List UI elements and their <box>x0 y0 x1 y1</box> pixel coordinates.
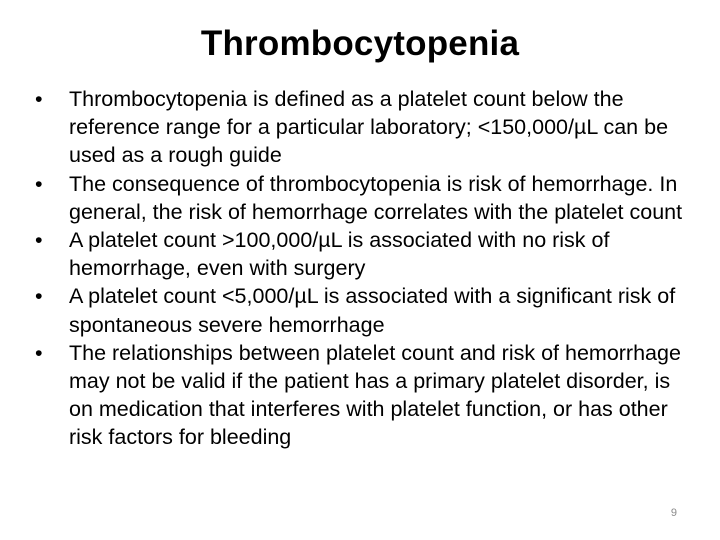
bullet-text: Thrombocytopenia is defined as a platelet count below the reference range for a particular laboratory; <150,000/µL can be used as a rough guide <box>69 87 669 168</box>
bullet-list <box>35 85 685 452</box>
bullet-item <box>35 339 685 452</box>
bullet-text: A platelet count >100,000/µL is associated with no risk of hemorrhage, even with surgery <box>69 228 610 281</box>
slide-number: 9 <box>670 507 677 519</box>
bullet-item <box>35 282 685 338</box>
bullet-dot-icon: • <box>35 228 43 253</box>
bullet-item <box>35 226 685 282</box>
slide-title: Thrombocytopenia <box>200 24 520 63</box>
bullet-dot-icon: • <box>35 340 43 365</box>
bullet-text: The relationships between platelet count and risk of hemorrhage may not be valid if the patient has a primary platelet disorder, is on medication that interferes with platelet function, or has other risk factors for bleeding <box>69 340 681 450</box>
bullet-text: A platelet count <5,000/µL is associated with a significant risk of spontaneous severe hemorrhage <box>69 284 676 337</box>
bullet-item <box>35 85 685 170</box>
bullet-text: The consequence of thrombocytopenia is risk of hemorrhage. In general, the risk of hemorrhage correlates with the platelet count <box>69 171 683 224</box>
bullet-dot-icon: • <box>35 171 43 196</box>
bullet-dot-icon: • <box>35 87 43 111</box>
bullet-dot-icon: • <box>35 284 43 309</box>
bullet-item <box>35 170 685 226</box>
